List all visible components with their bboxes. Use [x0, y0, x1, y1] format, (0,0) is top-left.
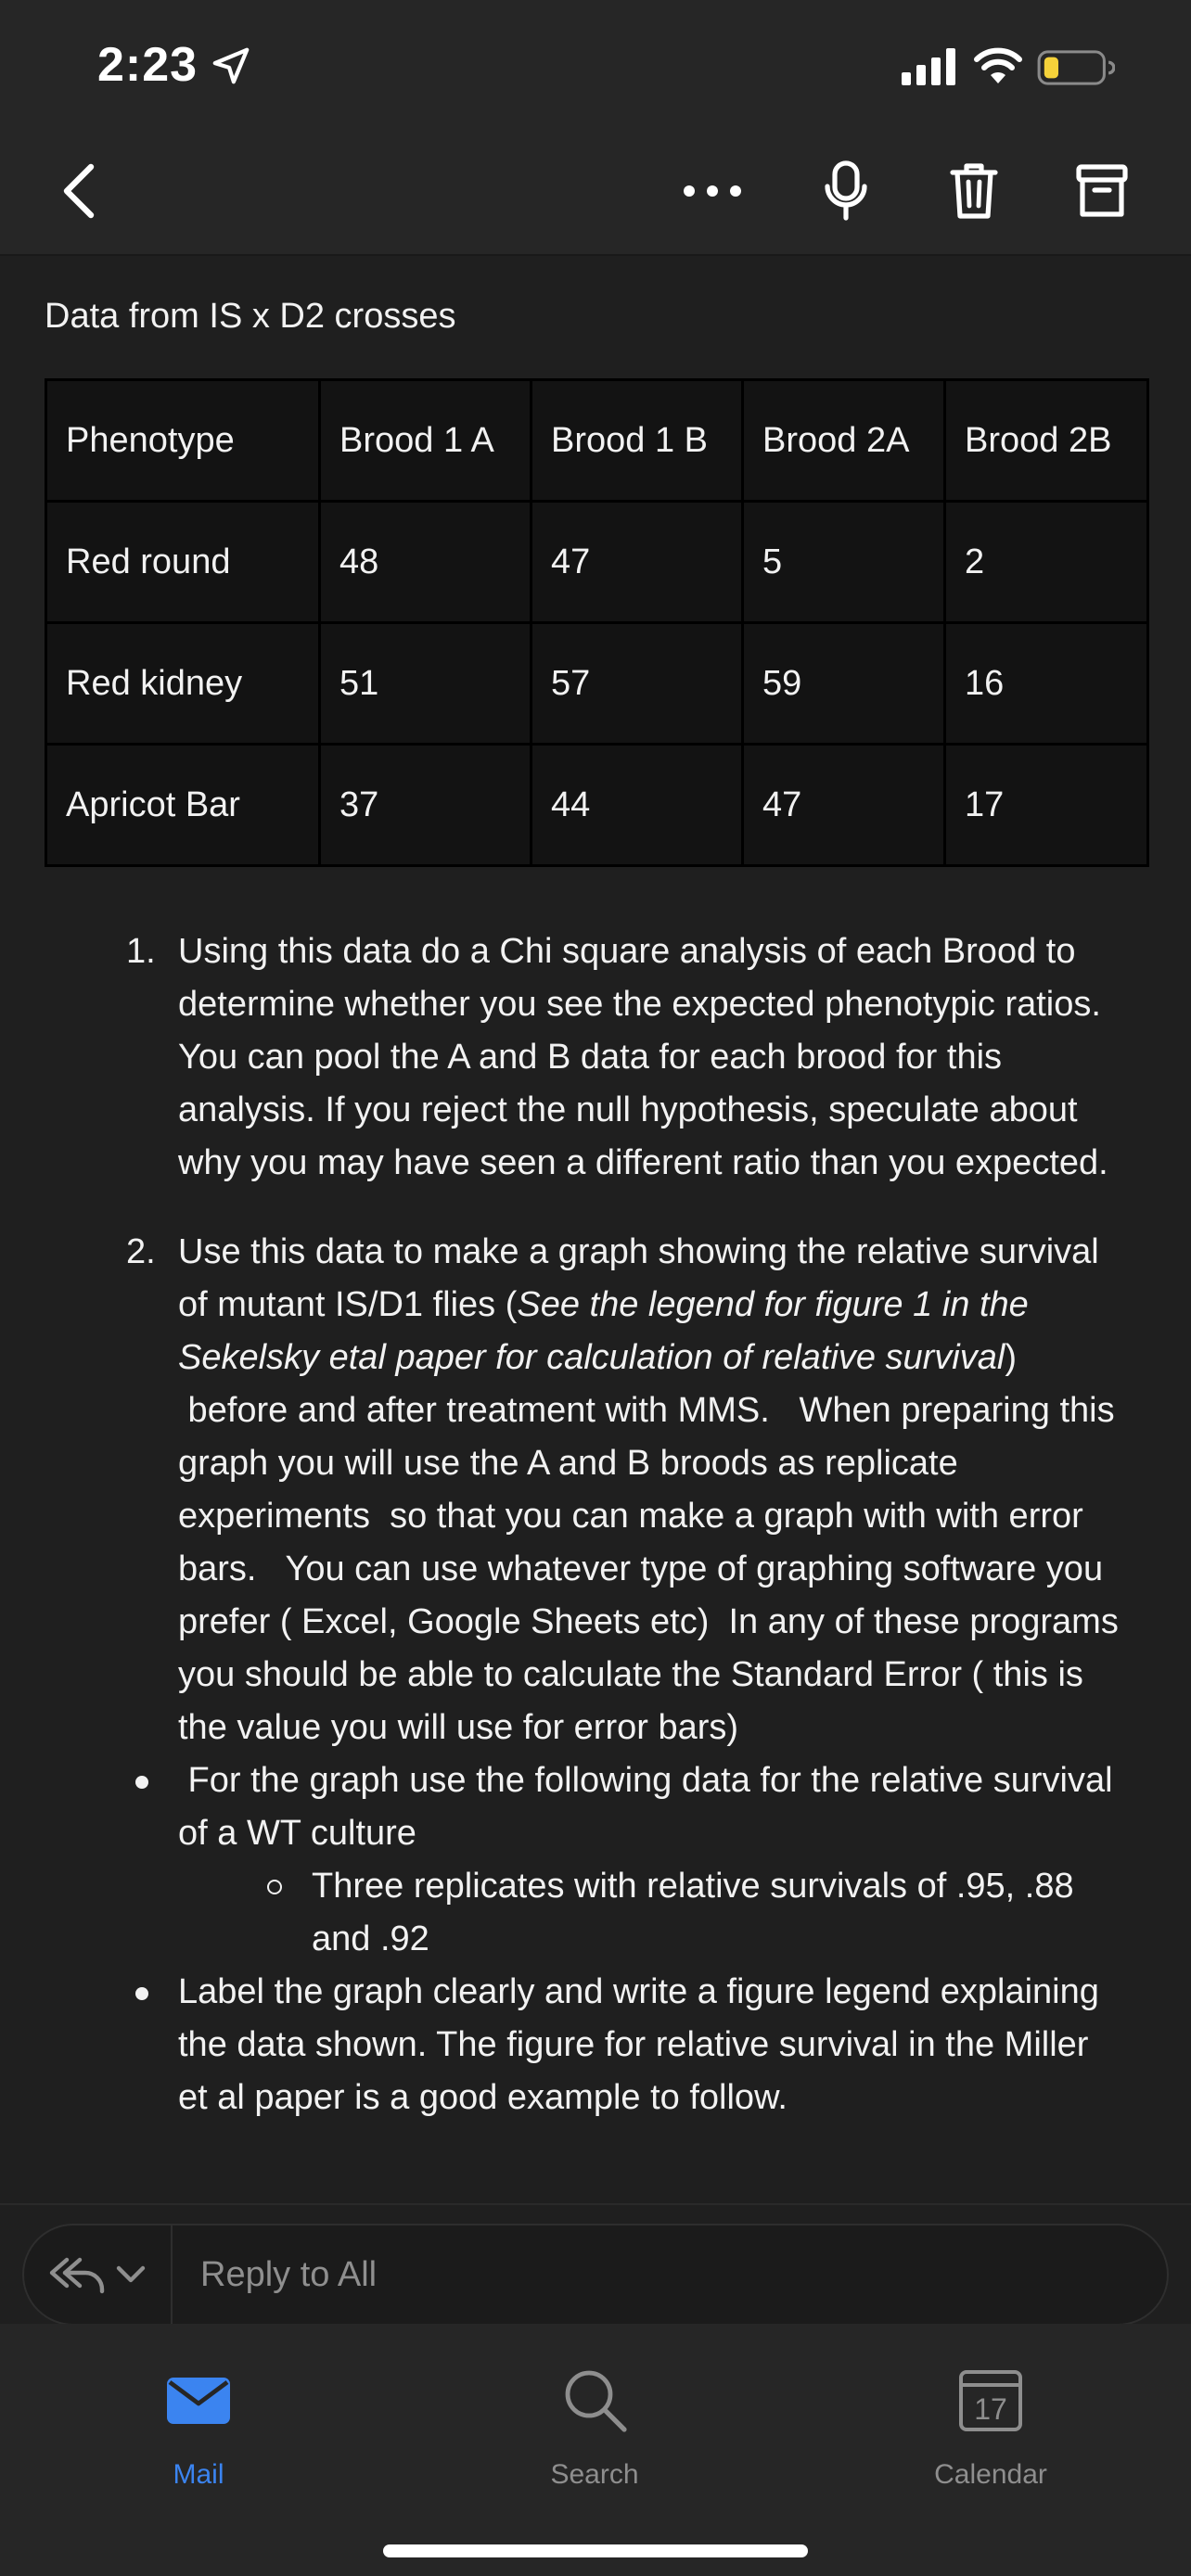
italic-reference: Sekelsky etal paper for calculation of relative survival	[178, 1338, 1005, 1377]
message-toolbar	[0, 130, 1191, 256]
email-intro: Data from IS x D2 crosses	[45, 297, 456, 336]
text-line: the value you will use for error bars)	[178, 1708, 739, 1747]
back-chevron-icon	[58, 161, 98, 221]
calendar-icon	[957, 2366, 1024, 2433]
text-line: why you may have seen a different ratio than you expected.	[178, 1143, 1108, 1182]
text-span: )	[1005, 1338, 1017, 1377]
status-time: 2:23	[97, 38, 198, 92]
tab-calendar[interactable]	[889, 2366, 1093, 2496]
text-line: and .92	[312, 1919, 429, 1958]
table-cell: Red round	[46, 502, 320, 623]
text-line: graph you will use the A and B broods as replicate	[178, 1444, 958, 1483]
reply-mode-selector[interactable]	[24, 2225, 173, 2324]
tab-label: Search	[550, 2459, 639, 2490]
text-line: determine whether you see the expected phenotypic ratios.	[178, 985, 1101, 1024]
text-line: of a WT culture	[178, 1814, 416, 1853]
location-arrow-icon	[210, 45, 252, 87]
delete-button[interactable]	[941, 156, 1007, 226]
wifi-icon	[972, 45, 1024, 85]
table-cell: 47	[531, 502, 743, 623]
archive-button[interactable]	[1069, 156, 1135, 226]
tab-search[interactable]	[493, 2366, 697, 2496]
sub-bullet-ring	[267, 1880, 282, 1894]
status-bar	[0, 0, 1191, 130]
question-1	[0, 925, 1191, 1190]
dictate-button[interactable]	[813, 156, 879, 226]
reply-all-icon	[48, 2254, 108, 2295]
text-line	[178, 1279, 1145, 1332]
table-cell: 48	[320, 502, 531, 623]
text-line	[178, 1332, 1145, 1384]
archive-icon	[1076, 164, 1128, 218]
table-row	[46, 745, 1148, 866]
question-number: 1.	[126, 932, 156, 971]
more-icon	[682, 184, 743, 198]
table-cell: Red kidney	[46, 623, 320, 745]
text-line: you should be able to calculate the Standard Error ( this is	[178, 1655, 1083, 1694]
table-cell: Apricot Bar	[46, 745, 320, 866]
italic-reference: See the legend for figure 1 in the	[517, 1285, 1029, 1324]
text-line: before and after treatment with MMS. When preparing this	[178, 1391, 1115, 1430]
text-line: analysis. If you reject the null hypothesis, speculate about	[178, 1090, 1078, 1129]
question-2	[0, 1226, 1191, 1754]
text-line: Use this data to make a graph showing the relative survival	[178, 1232, 1099, 1271]
sub-bullet-item	[0, 1860, 1191, 1966]
table-cell: 17	[945, 745, 1148, 866]
tab-label: Mail	[173, 2459, 224, 2490]
text-line: the data shown. The figure for relative survival in the Miller	[178, 2025, 1089, 2064]
text-line: et al paper is a good example to follow.	[178, 2078, 788, 2117]
text-span: of mutant IS/D1 flies (	[178, 1285, 518, 1324]
reply-bar	[0, 2203, 1191, 2326]
bullet-item	[0, 1966, 1191, 2124]
table-row	[46, 502, 1148, 623]
table-cell: 2	[945, 502, 1148, 623]
text-line: Three replicates with relative survivals of .95, .88	[312, 1867, 1074, 1906]
table-cell: 16	[945, 623, 1148, 745]
text-line: prefer ( Excel, Google Sheets etc) In any of these programs	[178, 1602, 1119, 1641]
header-cell: Brood 2A	[743, 380, 945, 502]
microphone-icon	[824, 160, 868, 222]
table-header-row	[46, 380, 1148, 502]
cross-data-table	[45, 378, 1149, 867]
header-cell: Brood 2B	[945, 380, 1148, 502]
email-body	[0, 256, 1191, 2203]
table-cell: 59	[743, 623, 945, 745]
header-cell: Phenotype	[46, 380, 320, 502]
chevron-down-icon	[115, 2264, 147, 2285]
bullet-item	[0, 1754, 1191, 1860]
bullet-dot	[135, 1987, 148, 2000]
header-cell: Brood 1 A	[320, 380, 531, 502]
question-number: 2.	[126, 1232, 156, 1271]
battery-low-icon	[1037, 50, 1115, 85]
table-cell: 37	[320, 745, 531, 866]
text-line: For the graph use the following data for the relative survival	[178, 1761, 1113, 1800]
table-cell: 47	[743, 745, 945, 866]
text-line: experiments so that you can make a graph with with error	[178, 1497, 1083, 1536]
reply-placeholder: Reply to All	[200, 2255, 378, 2294]
mail-icon	[165, 2366, 232, 2433]
text-line: bars. You can use whatever type of graphing software you	[178, 1549, 1104, 1588]
more-button[interactable]	[673, 158, 751, 224]
text-line: Using this data do a Chi square analysis of each Brood to	[178, 932, 1076, 971]
reply-field[interactable]	[22, 2224, 1169, 2326]
tab-bar	[0, 2324, 1191, 2576]
header-cell: Brood 1 B	[531, 380, 743, 502]
calendar-date: 17	[974, 2392, 1007, 2426]
back-button[interactable]	[45, 158, 111, 224]
table-row	[46, 623, 1148, 745]
table-cell: 44	[531, 745, 743, 866]
tab-mail[interactable]	[96, 2366, 301, 2496]
table-cell: 5	[743, 502, 945, 623]
home-indicator[interactable]	[383, 2544, 808, 2557]
text-line: You can pool the A and B data for each brood for this	[178, 1038, 1003, 1077]
cellular-signal-icon	[902, 48, 957, 85]
table-cell: 51	[320, 623, 531, 745]
bullet-dot	[135, 1776, 148, 1789]
tab-label: Calendar	[934, 2459, 1047, 2490]
question-list	[0, 925, 1191, 2124]
table-cell: 57	[531, 623, 743, 745]
text-line: Label the graph clearly and write a figure legend explaining	[178, 1972, 1099, 2011]
trash-icon	[950, 161, 998, 221]
search-icon	[561, 2366, 628, 2433]
